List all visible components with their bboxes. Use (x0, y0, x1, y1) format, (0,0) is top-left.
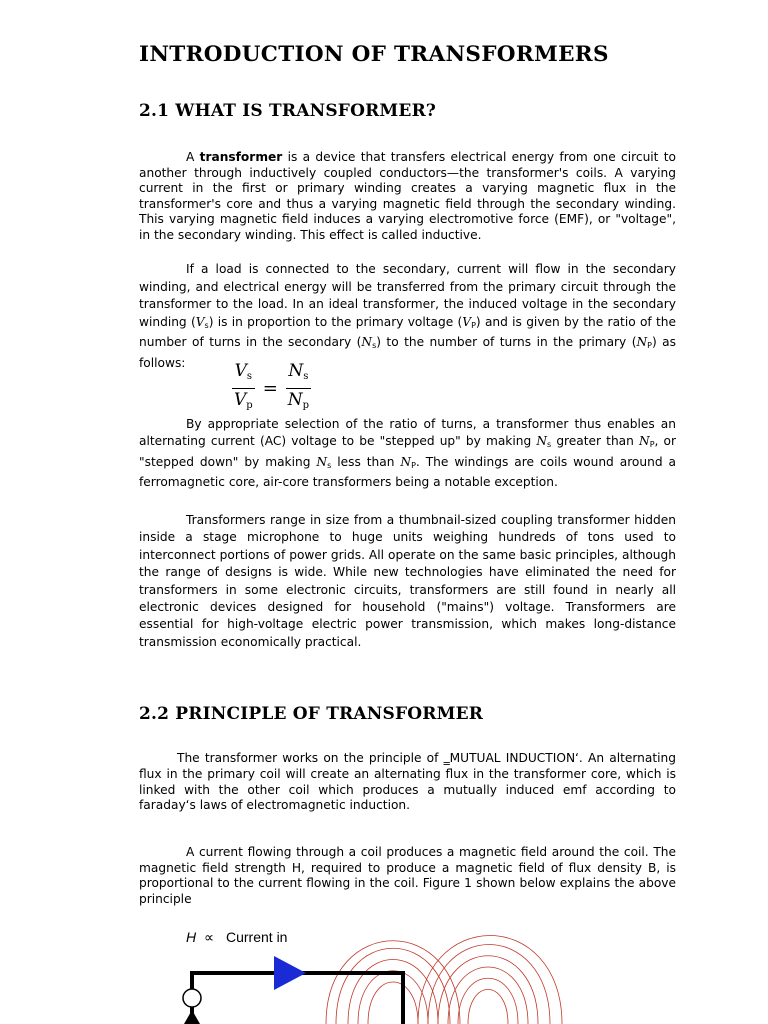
turns-ratio-formula: $\frac{V_s}{V_p}$ = $\frac{N_s}{N_p}$ (232, 360, 311, 417)
figure-label-proportional: ∝ (204, 929, 215, 945)
paragraph-magnetic-field: A current flowing through a coil produces a magnetic field around the coil. The magnetic field strength H, required to produce a magnetic field of flux density B, is proportional to the current flowing in the coil. Figure 1 shown below explains the above principle (139, 845, 676, 906)
magnetic-field-figure (148, 918, 618, 1024)
paragraph-ideal-transformer: If a load is connected to the secondary, current will flow in the secondary winding, and electrical energy will be transferred from the primary circuit through the transformer to the load. In an ideal transformer, the induced voltage in the secondary winding $(V_s)$ is in proportion to the primary voltage $(V_P)$ and is given by the ratio of the number of turns in the secondary $(N_s)$ to the number of turns in the primary $(N_P)$ as follows: (139, 262, 677, 370)
terminal-circle (183, 989, 201, 1007)
voltage-ratio: $\frac{V_s}{V_p}$ (234, 361, 253, 411)
magnetic-field-lines (326, 936, 562, 1024)
figure-label-h: H (186, 929, 197, 945)
figure-label-current-in: Current in (226, 929, 288, 945)
section-heading-principle: 2.2 PRINCIPLE OF TRANSFORMER (139, 704, 484, 724)
paragraph-transformer-range: Transformers range in size from a thumbnail-sized coupling transformer hidden inside a stage microphone to huge units weighing hundreds of tons used to interconnect portions of power grids. All operate on the same basic principles, although the range of designs is wide. While new technologies have eliminated the need for transformers in some electronic circuits, transformers are still found in nearly all electronic devices designed for household ("mains") voltage. Transformers are essential for high-voltage electric power transmission, which makes long-distance transmission economically practical. (139, 513, 676, 649)
page-title: INTRODUCTION OF TRANSFORMERS (139, 42, 609, 67)
paragraph-definition: A transformer is a device that transfers electrical energy from one circuit to another through inductively coupled conductors—the transformer's coils. A varying current in the first or primary winding creates a varying magnetic flux in the transformer's core and thus a varying magnetic field through the secondary winding. This varying magnetic field induces a varying electromotive force (EMF), or "voltage", in the secondary winding. This effect is called inductive. (139, 150, 676, 242)
section-heading-what-is-transformer: 2.1 WHAT IS TRANSFORMER? (139, 101, 437, 121)
turns-ratio: $\frac{N_s}{N_p}$ (287, 361, 310, 411)
current-direction-arrow (274, 956, 306, 990)
bold-term-transformer: transformer (199, 150, 283, 164)
paragraph-step-up-down: By appropriate selection of the ratio of turns, a transformer thus enables an alternating current (AC) voltage to be "stepped up" by making $N_s$ greater than $N_P$, or "stepped down" by making $N_s$ less than $N_P$. The windings are coils wound around a ferromagnetic core, air-core transformers being a notable exception. (139, 417, 676, 490)
paragraph-mutual-induction: The transformer works on the principle of ‗MUTUAL INDUCTION‘. An alternating flux in the primary coil will create an alternating flux in the transformer core, which is linked with the other coil which produces a mutually induced emf according to faraday‘s laws of electromagnetic induction. (139, 751, 676, 813)
terminal-arrow (184, 1010, 200, 1024)
